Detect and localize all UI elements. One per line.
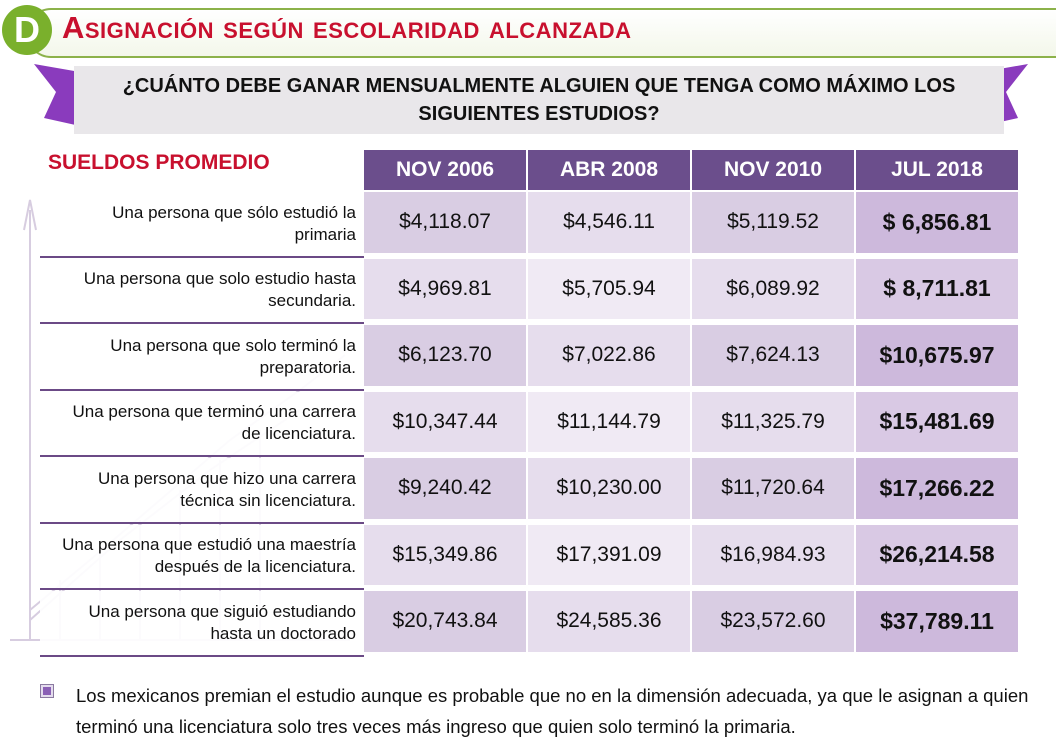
- table-cell: $ 8,711.81: [856, 259, 1018, 323]
- column-header: NOV 2010: [692, 150, 854, 190]
- column-header: ABR 2008: [528, 150, 690, 190]
- row-label: [40, 259, 364, 325]
- row-label-text: Una persona que terminó una carrera de licenciatura.: [72, 402, 356, 444]
- table-cell: $6,123.70: [364, 325, 526, 389]
- row-label-text: Una persona que siguió estudiando hasta un doctorado: [88, 601, 356, 643]
- question-text: ¿CUÁNTO DEBE GANAR MENSUALMENTE ALGUIEN QUE TENGA COMO MÁXIMO LOS SIGUIENTES ESTUDIOS?: [122, 75, 956, 125]
- question-banner: [74, 66, 1004, 134]
- table-cell: $15,349.86: [364, 525, 526, 589]
- table-cell: $10,347.44: [364, 392, 526, 456]
- row-label: [40, 192, 364, 258]
- table-cell: $4,969.81: [364, 259, 526, 323]
- table-cell: $4,546.11: [528, 192, 690, 256]
- table-cell: $5,705.94: [528, 259, 690, 323]
- row-label-text: Una persona que solo estudio hasta secundaria.: [83, 269, 356, 311]
- column-header: JUL 2018: [856, 150, 1018, 190]
- row-label-text: Una persona que hizo una carrera técnica sin licenciatura.: [98, 468, 356, 510]
- table-caption: SUELDOS PROMEDIO: [48, 151, 270, 174]
- table-cell: $9,240.42: [364, 458, 526, 522]
- column-header: NOV 2006: [364, 150, 526, 190]
- row-label: [40, 392, 364, 458]
- table-cell: $ 6,856.81: [856, 192, 1018, 256]
- conclusion-note: Los mexicanos premian el estudio aunque es probable que no en la dimensión adecuada, ya que le asignan a quien terminó una licenciatura solo tres veces más ingreso que quien solo terminó la primaria.: [76, 685, 1029, 737]
- table-cell: $24,585.36: [528, 591, 690, 655]
- table-cell: $7,022.86: [528, 325, 690, 389]
- row-label-text: Una persona que solo terminó la preparatoria.: [110, 335, 356, 377]
- table-cell: $7,624.13: [692, 325, 854, 389]
- section-letter-badge: D: [2, 5, 52, 55]
- table-cell: $23,572.60: [692, 591, 854, 655]
- table-cell: $11,144.79: [528, 392, 690, 456]
- table-cell: $10,675.97: [856, 325, 1018, 389]
- row-label: [40, 325, 364, 391]
- page-title: Asignación según escolaridad alcanzada: [62, 10, 632, 45]
- table-cell: $17,391.09: [528, 525, 690, 589]
- table-cell: $26,214.58: [856, 525, 1018, 589]
- bullet-icon: [40, 684, 56, 700]
- row-label-text: Una persona que sólo estudió la primaria: [112, 202, 356, 244]
- row-label: [40, 591, 364, 657]
- row-label-text: Una persona que estudió una maestría después de la licenciatura.: [62, 535, 356, 577]
- table-cell: $6,089.92: [692, 259, 854, 323]
- table-cell: $20,743.84: [364, 591, 526, 655]
- section-header: [0, 0, 1056, 62]
- table-cell: $5,119.52: [692, 192, 854, 256]
- table-cell: $15,481.69: [856, 392, 1018, 456]
- row-label: [40, 525, 364, 591]
- table-cell: $4,118.07: [364, 192, 526, 256]
- table-cell: $37,789.11: [856, 591, 1018, 655]
- table-cell: $17,266.22: [856, 458, 1018, 522]
- table-cell: $11,325.79: [692, 392, 854, 456]
- row-label: [40, 458, 364, 524]
- table-cell: $10,230.00: [528, 458, 690, 522]
- table-cell: $16,984.93: [692, 525, 854, 589]
- table-cell: $11,720.64: [692, 458, 854, 522]
